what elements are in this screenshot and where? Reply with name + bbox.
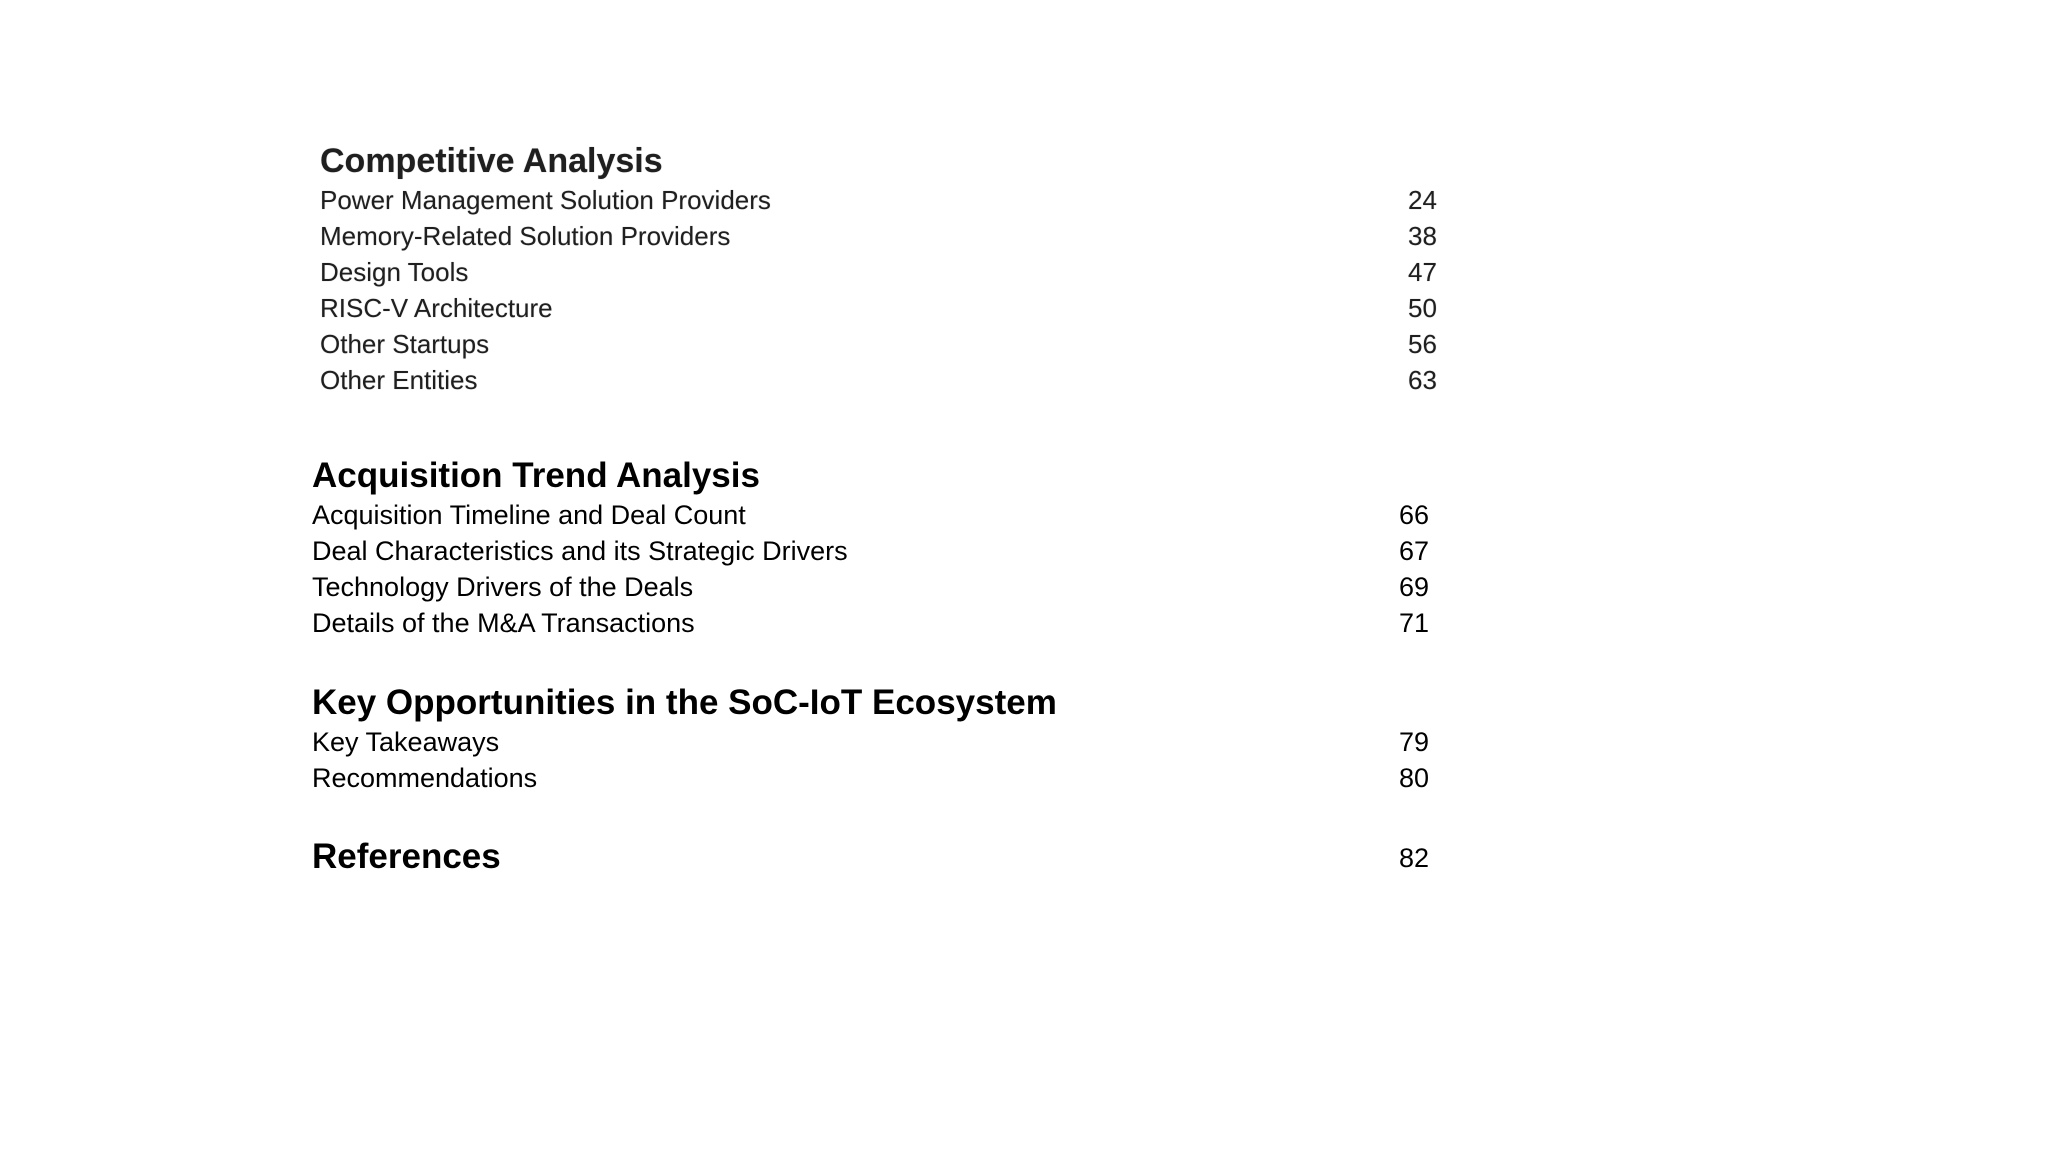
toc-entry-page: 50	[1408, 293, 1437, 323]
toc-entry	[312, 760, 1512, 796]
toc-entry-label: Details of the M&A Transactions	[312, 608, 695, 638]
toc-entry-label: Acquisition Timeline and Deal Count	[312, 500, 746, 530]
toc-entry	[320, 326, 1520, 362]
toc-entry-label: Recommendations	[312, 763, 538, 793]
toc-entry-page: 79	[1399, 727, 1430, 757]
section-heading: References	[312, 837, 501, 876]
toc-entry	[320, 362, 1520, 398]
toc-entry-page: 69	[1399, 572, 1430, 602]
toc-entry-page: 71	[1399, 608, 1430, 638]
toc-entry-label: Power Management Solution Providers	[320, 185, 771, 215]
toc-entry-label: Memory-Related Solution Providers	[320, 221, 731, 251]
toc-entry	[312, 569, 1512, 605]
section-acquisition-trend-analysis	[312, 455, 1512, 641]
toc-entry	[320, 218, 1520, 254]
toc-entry-label: Key Takeaways	[312, 727, 500, 757]
section-competitive-analysis	[320, 140, 1520, 398]
toc-entry-label: Deal Characteristics and its Strategic Drivers	[312, 536, 848, 566]
toc-entry	[320, 290, 1520, 326]
toc-entry	[320, 254, 1520, 290]
toc-entry-label: Technology Drivers of the Deals	[312, 572, 694, 602]
section-heading: Key Opportunities in the SoC-IoT Ecosystem	[312, 683, 1057, 722]
toc-entry-page: 66	[1399, 500, 1430, 530]
toc-entry-label: Other Entities	[320, 365, 478, 395]
toc-entry-page: 82	[1399, 843, 1430, 873]
toc-entry-label: Design Tools	[320, 257, 469, 287]
toc-entry-page: 56	[1408, 329, 1437, 359]
toc-entry-page: 38	[1408, 221, 1437, 251]
toc-entry	[312, 605, 1512, 641]
toc-entry	[320, 182, 1520, 218]
toc-entry-page: 67	[1399, 536, 1430, 566]
toc-entry	[312, 497, 1512, 533]
section-heading: Competitive Analysis	[320, 142, 663, 180]
section-key-opportunities	[312, 682, 1512, 796]
toc-entry-page: 24	[1408, 185, 1437, 215]
toc-entry-page: 63	[1408, 365, 1437, 395]
toc-entry	[312, 533, 1512, 569]
toc-entry-page: 80	[1399, 763, 1430, 793]
section-references	[312, 836, 1512, 878]
toc-entry	[312, 724, 1512, 760]
toc-entry-page: 47	[1408, 257, 1437, 287]
section-heading: Acquisition Trend Analysis	[312, 456, 760, 495]
toc-entry-label: RISC-V Architecture	[320, 293, 553, 323]
toc-entry-label: Other Startups	[320, 329, 490, 359]
toc-entry	[312, 836, 1512, 878]
